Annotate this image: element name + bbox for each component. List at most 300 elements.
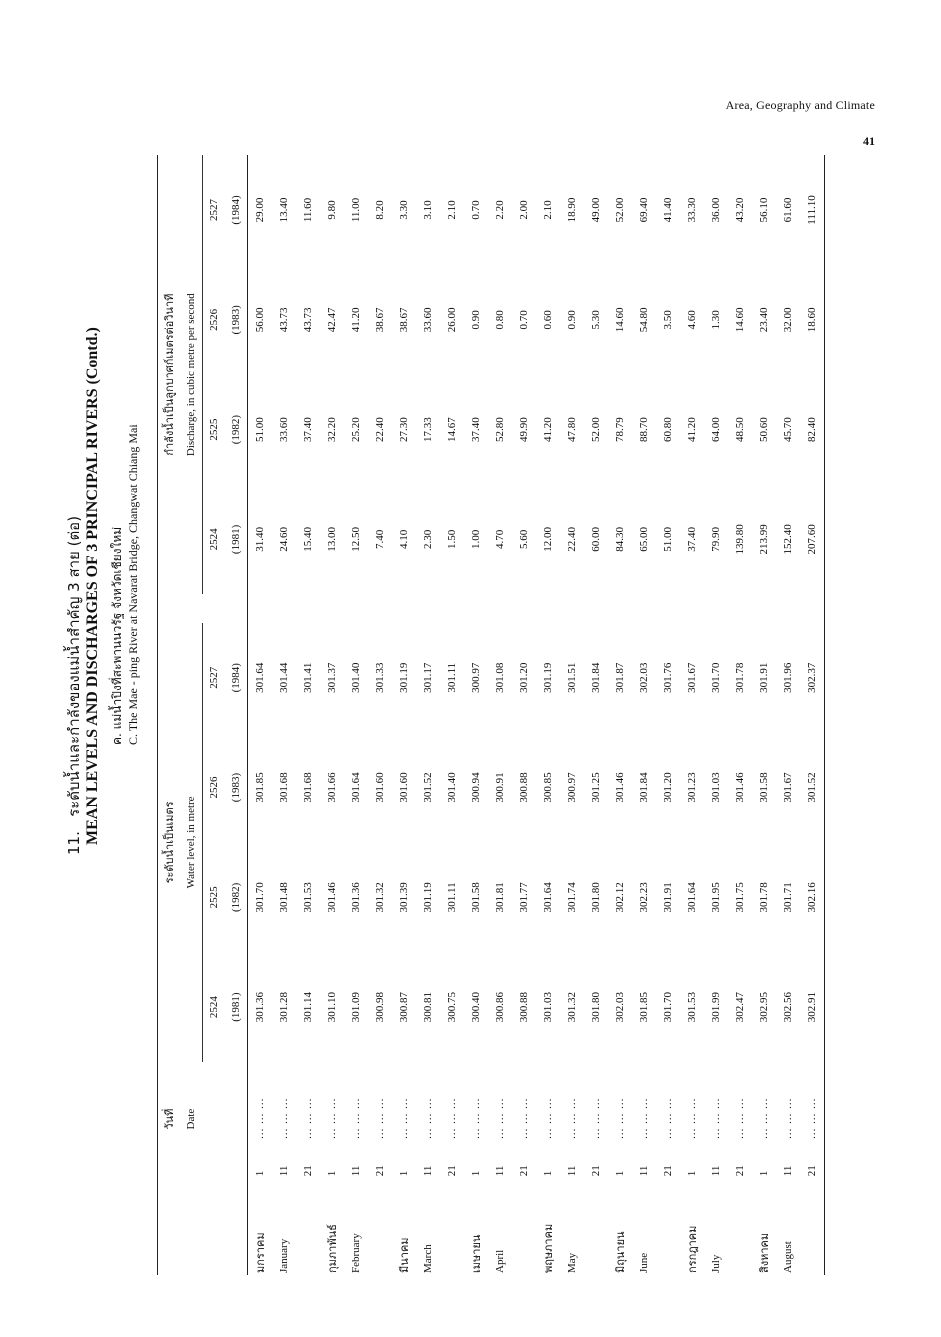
- discharge-cell: 79.90: [710, 527, 722, 552]
- water-level-cell: 302.23: [638, 882, 650, 913]
- water-level-cell: 301.11: [446, 662, 458, 693]
- water-level-cell: 301.03: [710, 772, 722, 803]
- discharge-cell: 36.00: [710, 197, 722, 223]
- discharge-cell: 18.90: [566, 197, 578, 223]
- month-label: April: [494, 1249, 506, 1273]
- water-level-cell: 302.16: [800, 842, 825, 952]
- discharge-cell: 33.30: [686, 197, 698, 223]
- water-level-cell: 301.67: [782, 772, 794, 803]
- dots-leader: ... ... ...: [758, 1097, 770, 1139]
- table-body: [248, 155, 825, 1275]
- dots-leader: ... ... ...: [494, 1097, 506, 1139]
- year-be: 2526: [208, 776, 220, 799]
- month-label: มีนาคม: [398, 1237, 411, 1273]
- discharge-cell: 41.20: [542, 417, 554, 442]
- table-row: [776, 155, 800, 1275]
- discharge-cell: 47.80: [566, 417, 578, 442]
- month-label: August: [782, 1241, 794, 1273]
- day-label: 11: [638, 1165, 650, 1177]
- discharge-cell: 60.00: [590, 527, 602, 552]
- water-level-cell: 301.85: [638, 991, 650, 1023]
- water-level-cell: 301.19: [422, 882, 434, 913]
- dots-leader: ... ... ...: [614, 1097, 626, 1139]
- spacer: [416, 594, 440, 623]
- water-level-cell: 300.86: [494, 991, 506, 1023]
- discharge-cell: 82.40: [800, 375, 825, 485]
- water-level-cell: 301.33: [374, 662, 386, 693]
- discharge-cell: 78.79: [614, 417, 626, 442]
- rotated-table-region: [62, 65, 882, 1275]
- month-label: January: [278, 1238, 290, 1273]
- discharge-cell: 32.00: [782, 307, 794, 333]
- water-level-cell: 301.85: [254, 772, 266, 803]
- discharge-cell: 61.60: [782, 197, 794, 223]
- dots-leader: ... ... ...: [470, 1097, 482, 1139]
- discharge-cell: 0.90: [470, 310, 482, 330]
- dots-leader: ... ... ...: [590, 1097, 602, 1139]
- discharge-cell: 11.60: [302, 197, 314, 223]
- discharge-cell: 12.00: [542, 527, 554, 552]
- discharge-cell: 4.70: [494, 529, 506, 550]
- discharge-cell: 152.40: [782, 524, 794, 555]
- year-be: 2527: [208, 666, 220, 689]
- month-label: March: [422, 1244, 434, 1273]
- table-subtitle-english: C. The Mae - ping River at Navarat Bridge, Changwat Chiang Mai: [126, 424, 140, 745]
- day-label: 21: [518, 1165, 530, 1177]
- water-level-cell: 301.14: [302, 991, 314, 1023]
- table-row: [320, 155, 344, 1275]
- water-level-cell: 301.19: [542, 662, 554, 693]
- water-level-cell: 301.09: [350, 991, 362, 1023]
- dots-leader: ... ... ...: [374, 1097, 386, 1139]
- discharge-cell: 49.00: [590, 197, 602, 223]
- water-level-cell: 301.80: [590, 882, 602, 913]
- dots-leader: ... ... ...: [326, 1097, 338, 1139]
- date-header: Date: [185, 1108, 198, 1130]
- discharge-cell: 56.10: [758, 197, 770, 223]
- discharge-cell: 49.90: [518, 417, 530, 442]
- dots-leader: ... ... ...: [350, 1097, 362, 1139]
- discharge-cell: 25.20: [350, 417, 362, 442]
- table-row: [632, 155, 656, 1275]
- year-be: 2524: [208, 528, 220, 551]
- discharge-cell: 84.30: [614, 527, 626, 552]
- dots-leader: ... ... ...: [278, 1097, 290, 1139]
- spacer: [248, 594, 273, 623]
- water-level-cell: 301.75: [734, 882, 746, 913]
- dots-leader: ... ... ...: [662, 1097, 674, 1139]
- water-level-cell: 302.12: [614, 882, 626, 913]
- table-row: [752, 155, 776, 1275]
- table-row: [272, 155, 296, 1275]
- table-row: [392, 155, 416, 1275]
- water-level-header: Water level, in metre: [180, 623, 203, 1062]
- discharge-cell: 26.00: [446, 307, 458, 333]
- month-label: สิงหาคม: [758, 1232, 771, 1273]
- water-level-cell: 301.32: [374, 882, 386, 913]
- spacer: [680, 594, 704, 623]
- table-row: [488, 155, 512, 1275]
- discharge-cell: 29.00: [254, 197, 266, 223]
- discharge-cell: 24.60: [278, 527, 290, 552]
- discharge-cell: 45.70: [782, 417, 794, 442]
- discharge-header-thai: กำลังน้ำเป็นลูกบาศก์เมตรต่อวินาที: [158, 155, 181, 594]
- water-level-cell: 302.37: [800, 623, 825, 733]
- month-label: [656, 1176, 680, 1275]
- discharge-cell: 0.70: [470, 200, 482, 220]
- discharge-cell: 41.40: [662, 197, 674, 223]
- discharge-cell: 0.60: [542, 310, 554, 330]
- table-row: [536, 155, 560, 1275]
- water-level-cell: 301.74: [566, 882, 578, 913]
- water-level-cell: 300.75: [446, 991, 458, 1023]
- month-label: กุมภาพันธ์: [326, 1224, 339, 1273]
- spacer: [704, 594, 728, 623]
- discharge-cell: 9.80: [326, 200, 338, 220]
- water-level-cell: 301.58: [758, 772, 770, 803]
- discharge-cell: 14.67: [446, 417, 458, 442]
- table-row: [296, 155, 320, 1275]
- water-level-cell: 301.11: [446, 882, 458, 913]
- water-level-cell: 301.46: [734, 772, 746, 803]
- water-level-cell: 301.70: [254, 882, 266, 913]
- discharge-cell: 2.20: [494, 200, 506, 220]
- dots-leader: ... ... ...: [518, 1097, 530, 1139]
- discharge-cell: 0.70: [518, 310, 530, 330]
- water-level-cell: 301.78: [758, 882, 770, 913]
- water-level-cell: 301.96: [782, 662, 794, 693]
- water-level-cell: 301.64: [350, 772, 362, 803]
- water-level-cell: 301.37: [326, 662, 338, 693]
- water-level-cell: 301.66: [326, 772, 338, 803]
- table-row: [584, 155, 608, 1275]
- discharge-cell: 51.00: [254, 417, 266, 442]
- dots-leader: ... ... ...: [638, 1097, 650, 1139]
- month-label: July: [710, 1254, 722, 1273]
- month-label: [512, 1176, 536, 1275]
- year-ad: (1983): [225, 733, 248, 843]
- month-label: [800, 1176, 825, 1275]
- discharge-cell: 69.40: [638, 197, 650, 223]
- water-level-cell: 301.20: [662, 772, 674, 803]
- day-label: 1: [398, 1170, 410, 1177]
- water-level-cell: 301.91: [758, 662, 770, 693]
- water-level-cell: 302.95: [758, 991, 770, 1023]
- water-level-cell: 301.46: [326, 882, 338, 913]
- dots-leader: ... ... ...: [302, 1097, 314, 1139]
- water-level-cell: 301.76: [662, 662, 674, 693]
- discharge-cell: 22.40: [374, 417, 386, 442]
- dots-leader: ... ... ...: [422, 1097, 434, 1139]
- water-level-cell: 301.53: [686, 991, 698, 1023]
- discharge-cell: 14.60: [614, 307, 626, 333]
- water-level-cell: 301.60: [398, 772, 410, 803]
- page-number: 41: [863, 134, 875, 148]
- discharge-cell: 5.60: [518, 529, 530, 550]
- water-level-cell: 301.39: [398, 882, 410, 913]
- discharge-cell: 3.10: [422, 200, 434, 220]
- date-header-thai: วันที่: [158, 1062, 181, 1176]
- spacer: [752, 594, 776, 623]
- dots-leader: ... ... ...: [398, 1097, 410, 1139]
- water-level-cell: 301.58: [470, 882, 482, 913]
- month-label: มกราคม: [254, 1232, 267, 1273]
- spacer: [320, 594, 344, 623]
- water-level-cell: 301.84: [590, 662, 602, 693]
- discharge-cell: 54.80: [638, 307, 650, 333]
- water-level-cell: 301.03: [542, 991, 554, 1023]
- discharge-cell: 65.00: [638, 527, 650, 552]
- water-level-cell: 301.19: [398, 662, 410, 693]
- discharge-cell: 139.80: [734, 524, 746, 555]
- water-level-cell: 302.91: [800, 952, 825, 1062]
- year-ad: (1982): [225, 375, 248, 485]
- water-level-cell: 300.91: [494, 772, 506, 803]
- water-level-cell: 301.81: [494, 882, 506, 913]
- discharge-cell: 207.60: [800, 485, 825, 595]
- running-header: Area, Geography and Climate: [725, 98, 875, 112]
- discharge-cell: 2.00: [518, 200, 530, 220]
- spacer: [488, 594, 512, 623]
- day-label: 21: [734, 1165, 746, 1177]
- water-level-cell: 300.97: [566, 772, 578, 803]
- day-label: 1: [758, 1170, 770, 1177]
- water-level-cell: 301.78: [734, 662, 746, 693]
- water-level-cell: 300.85: [542, 772, 554, 803]
- discharge-cell: 11.00: [350, 197, 362, 223]
- spacer: [440, 594, 464, 623]
- spacer: [656, 594, 680, 623]
- day-label: 21: [590, 1165, 602, 1177]
- water-level-cell: 301.10: [326, 991, 338, 1023]
- water-level-cell: 300.40: [470, 991, 482, 1023]
- discharge-cell: 37.40: [470, 417, 482, 442]
- year-be: 2526: [208, 308, 220, 331]
- discharge-cell: 64.00: [710, 417, 722, 442]
- table-title-thai: [62, 0, 86, 855]
- month-label: กรกฎาคม: [686, 1225, 699, 1273]
- discharge-cell: 52.00: [590, 417, 602, 442]
- day-label: 11: [422, 1165, 434, 1177]
- discharge-cell: 43.73: [302, 307, 314, 333]
- month-label: May: [566, 1252, 578, 1273]
- discharge-cell: 88.70: [638, 417, 650, 442]
- table-number: 11.: [65, 831, 83, 855]
- table-row: [560, 155, 584, 1275]
- day-label: 21: [662, 1165, 674, 1177]
- water-level-cell: 301.91: [662, 882, 674, 913]
- water-level-cell: 301.17: [422, 662, 434, 693]
- table-row: [800, 155, 825, 1275]
- water-level-cell: 301.40: [350, 662, 362, 693]
- table-row: [344, 155, 368, 1275]
- water-level-cell: 301.20: [518, 662, 530, 693]
- discharge-cell: 52.80: [494, 417, 506, 442]
- year-ad: (1982): [225, 842, 248, 952]
- day-label: 11: [494, 1165, 506, 1177]
- table-row: [728, 155, 752, 1275]
- year-be: 2525: [208, 418, 220, 441]
- water-level-cell: 301.08: [494, 662, 506, 693]
- discharge-cell: 5.30: [590, 310, 602, 330]
- month-label: [728, 1176, 752, 1275]
- discharge-cell: 4.10: [398, 529, 410, 550]
- water-level-cell: 301.67: [686, 662, 698, 693]
- year-be: 2525: [208, 886, 220, 909]
- water-level-cell: 301.51: [566, 662, 578, 693]
- spacer: [272, 594, 296, 623]
- day-label: 11: [278, 1165, 290, 1177]
- discharge-cell: 18.60: [800, 265, 825, 375]
- dots-leader: ... ... ...: [686, 1097, 698, 1139]
- spacer: [584, 594, 608, 623]
- discharge-cell: 51.00: [662, 527, 674, 552]
- year-be: 2524: [208, 996, 220, 1019]
- spacer: [464, 594, 488, 623]
- table-row: [248, 155, 273, 1275]
- discharge-cell: 2.30: [422, 529, 434, 550]
- spacer: [536, 594, 560, 623]
- water-level-cell: 300.97: [470, 662, 482, 693]
- water-level-header-thai: ระดับน้ำเป็นเมตร: [158, 623, 181, 1062]
- water-level-cell: 301.99: [710, 991, 722, 1023]
- spacer: [800, 594, 825, 623]
- table-row: [704, 155, 728, 1275]
- water-level-cell: 301.36: [254, 991, 266, 1023]
- discharge-cell: 15.40: [302, 527, 314, 552]
- water-level-cell: 300.88: [518, 772, 530, 803]
- water-level-cell: 301.46: [614, 772, 626, 803]
- water-level-cell: 301.80: [590, 991, 602, 1023]
- discharge-cell: 1.00: [470, 529, 482, 550]
- year-be: 2527: [208, 198, 220, 221]
- water-level-cell: 300.88: [518, 991, 530, 1023]
- water-level-cell: 301.84: [638, 772, 650, 803]
- year-ad: (1984): [225, 623, 248, 733]
- month-label: [584, 1176, 608, 1275]
- table-row: [464, 155, 488, 1275]
- spacer: [632, 594, 656, 623]
- discharge-cell: 37.40: [302, 417, 314, 442]
- water-level-cell: 301.48: [278, 882, 290, 913]
- water-level-cell: 301.77: [518, 882, 530, 913]
- water-level-cell: 301.64: [254, 662, 266, 693]
- table-title-thai-text: ระดับน้ำและกำลังของแม่น้ำสำคัญ 3 สาย (ต่อ): [65, 515, 83, 817]
- water-level-cell: 301.70: [662, 991, 674, 1023]
- spacer: [344, 594, 368, 623]
- water-level-cell: 301.36: [350, 882, 362, 913]
- discharge-cell: 27.30: [398, 417, 410, 442]
- discharge-cell: 43.73: [278, 307, 290, 333]
- month-label: มิถุนายน: [614, 1231, 627, 1273]
- day-label: 1: [326, 1170, 338, 1177]
- day-label: 1: [614, 1170, 626, 1177]
- table-row: [368, 155, 392, 1275]
- discharge-cell: 14.60: [734, 307, 746, 333]
- water-level-cell: 301.95: [710, 882, 722, 913]
- water-level-cell: 301.60: [374, 772, 386, 803]
- discharge-cell: 56.00: [254, 307, 266, 333]
- spacer: [608, 594, 632, 623]
- discharge-cell: 48.50: [734, 417, 746, 442]
- table-row: [416, 155, 440, 1275]
- spacer: [512, 594, 536, 623]
- discharge-cell: 0.90: [566, 310, 578, 330]
- table-row: [656, 155, 680, 1275]
- water-level-cell: 300.81: [422, 991, 434, 1023]
- discharge-cell: 60.80: [662, 417, 674, 442]
- discharge-cell: 1.30: [710, 310, 722, 330]
- table-subtitle-thai: ค. แม่น้ำปิงที่สะพานนวรัฐ จังหวัดเชียงใหม่: [110, 526, 124, 745]
- water-level-cell: 302.56: [782, 991, 794, 1023]
- river-data-table: [157, 155, 825, 1275]
- discharge-cell: 4.60: [686, 310, 698, 330]
- water-level-cell: 301.64: [542, 882, 554, 913]
- spacer: [296, 594, 320, 623]
- day-label: 21: [302, 1165, 314, 1177]
- year-ad: (1984): [225, 155, 248, 265]
- table-row: [512, 155, 536, 1275]
- water-level-cell: 301.40: [446, 772, 458, 803]
- discharge-cell: 33.60: [278, 417, 290, 442]
- water-level-cell: 301.64: [686, 882, 698, 913]
- discharge-cell: 42.47: [326, 307, 338, 333]
- spacer: [728, 594, 752, 623]
- spacer: [776, 594, 800, 623]
- water-level-cell: 302.03: [614, 991, 626, 1023]
- water-level-cell: 300.98: [374, 991, 386, 1023]
- water-level-cell: 301.25: [590, 772, 602, 803]
- table-row: [440, 155, 464, 1275]
- day-label: 1: [686, 1170, 698, 1177]
- spacer: [560, 594, 584, 623]
- water-level-cell: 301.41: [302, 662, 314, 693]
- discharge-cell: 7.40: [374, 529, 386, 550]
- discharge-cell: 41.20: [350, 307, 362, 333]
- discharge-cell: 31.40: [254, 527, 266, 552]
- discharge-cell: 37.40: [686, 527, 698, 552]
- discharge-cell: 33.60: [422, 307, 434, 333]
- discharge-cell: 52.00: [614, 197, 626, 223]
- discharge-cell: 2.10: [542, 200, 554, 220]
- discharge-cell: 43.20: [734, 197, 746, 223]
- dots-leader: ... ... ...: [734, 1097, 746, 1139]
- discharge-cell: 38.67: [398, 307, 410, 333]
- day-label: 1: [470, 1170, 482, 1177]
- dots-leader: ... ... ...: [446, 1097, 458, 1139]
- day-label: 11: [350, 1165, 362, 1177]
- dots-leader: ... ... ...: [800, 1062, 825, 1139]
- discharge-cell: 2.10: [446, 200, 458, 220]
- water-level-cell: 301.68: [278, 772, 290, 803]
- dots-leader: ... ... ...: [710, 1097, 722, 1139]
- year-ad: (1983): [225, 265, 248, 375]
- water-level-cell: 301.44: [278, 662, 290, 693]
- discharge-cell: 13.40: [278, 197, 290, 223]
- discharge-cell: 1.50: [446, 529, 458, 550]
- discharge-cell: 41.20: [686, 417, 698, 442]
- discharge-cell: 17.33: [422, 417, 434, 442]
- day-label: 11: [566, 1165, 578, 1177]
- water-level-cell: 300.94: [470, 772, 482, 803]
- spacer: [368, 594, 392, 623]
- month-label: [368, 1176, 392, 1275]
- month-label: [440, 1176, 464, 1275]
- table-row: [680, 155, 704, 1275]
- table-title-english: MEAN LEVELS AND DISCHARGES OF 3 PRINCIPAL RIVERS (Contd.): [84, 327, 101, 845]
- discharge-cell: 22.40: [566, 527, 578, 552]
- month-label: พฤษภาคม: [542, 1223, 555, 1273]
